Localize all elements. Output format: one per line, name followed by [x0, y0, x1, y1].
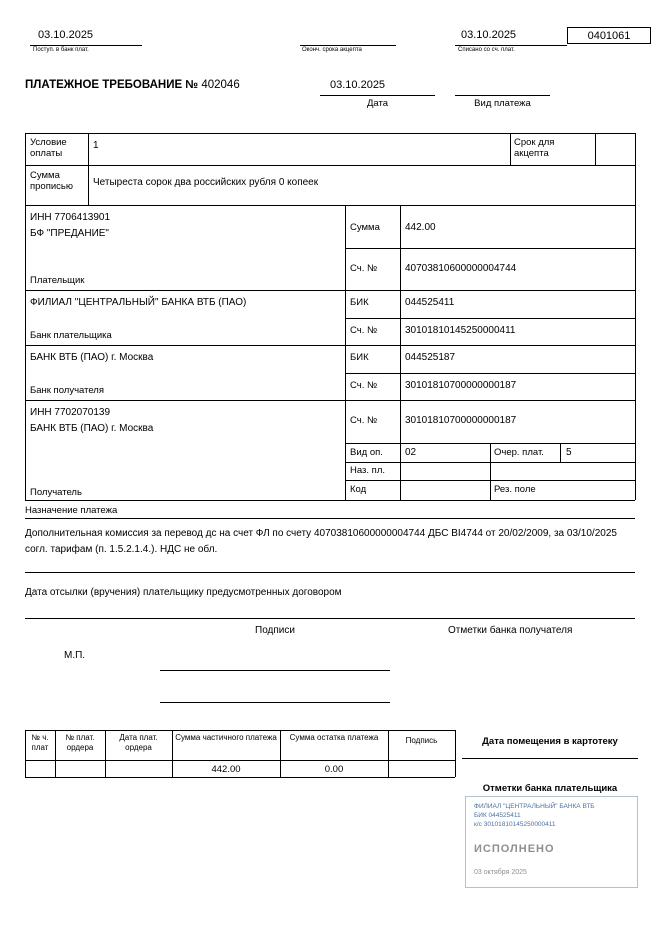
divider — [88, 133, 89, 205]
payer-name: БФ "ПРЕДАНИЕ" — [30, 228, 109, 239]
payer-bank-bik-value: 044525411 — [405, 297, 455, 308]
divider — [25, 205, 635, 206]
acceptance-term-label: Срок для акцепта — [514, 137, 555, 160]
purpose-text: Дополнительная комиссия за перевод дс на счет ФЛ по счету 40703810600000004744 ДБС BI4744 от 20/02/2009, за 03/10/2025 согл. тарифам (п. 1.5.2.1.4.). НДС не обл. — [25, 528, 617, 555]
divider — [560, 443, 561, 462]
partial-table-header: № плат. ордера — [65, 733, 95, 752]
purpose-label: Назначение платежа — [25, 505, 118, 516]
partial-table-header: Сумма частичного платежа — [175, 733, 277, 742]
divider — [595, 133, 596, 165]
card-file-label: Дата помещения в картотеку — [482, 736, 618, 747]
divider — [320, 95, 435, 96]
payer-bank-name: ФИЛИАЛ "ЦЕНТРАЛЬНЫЙ" БАНКА ВТБ (ПАО) — [30, 297, 247, 308]
divider — [30, 45, 142, 46]
payer-account-label: Сч. № — [350, 263, 378, 274]
amount-words-value: Четыреста сорок два российских рубля 0 копеек — [93, 177, 319, 188]
priority-value: 5 — [566, 447, 572, 458]
op-type-label: Вид оп. — [350, 447, 383, 458]
divider — [345, 318, 635, 319]
divider — [25, 518, 635, 519]
divider — [25, 618, 635, 619]
received-date-label: Поступ. в банк плат. — [33, 47, 89, 53]
payee-account-label: Сч. № — [350, 415, 378, 426]
payer-account-value: 40703810600000004744 — [405, 263, 517, 274]
document-title — [25, 79, 240, 93]
payee-inn: ИНН 7702070139 — [30, 407, 111, 418]
payee-label: Получатель — [30, 487, 82, 498]
priority-label: Очер. плат. — [494, 447, 544, 458]
divider — [455, 730, 456, 777]
acceptance-end-label: Оконч. срока акцепта — [302, 47, 362, 53]
divider — [300, 45, 396, 46]
divider — [25, 400, 635, 401]
delivery-note: Дата отсылки (вручения) плательщику предусмотренных договором — [25, 587, 342, 598]
divider — [25, 777, 455, 778]
amount-words-label: Сумма прописью — [30, 170, 73, 193]
payee-bank-marks-label: Отметки банка получателя — [448, 625, 573, 636]
signatures-label: Подписи — [255, 625, 295, 636]
document-number: 402046 — [201, 79, 240, 91]
received-date: 03.10.2025 — [38, 29, 94, 41]
partial-table-header: Дата плат. ордера — [119, 733, 158, 752]
divider — [25, 500, 635, 501]
payer-inn: ИНН 7706413901 — [30, 212, 111, 223]
reserve-field-label: Рез. поле — [494, 484, 536, 495]
divider — [635, 133, 636, 500]
partial-table-header: Подпись — [405, 736, 438, 745]
payee-bank-bik-label: БИК — [350, 352, 369, 363]
divider — [25, 760, 455, 761]
payer-label: Плательщик — [30, 275, 85, 286]
payee-bank-account-value: 30101810700000000187 — [405, 380, 517, 391]
divider — [25, 730, 455, 731]
payment-type-label: Вид платежа — [474, 98, 531, 109]
form-code: 0401061 — [587, 29, 631, 42]
divider — [25, 133, 26, 500]
divider — [490, 443, 491, 500]
signature-line — [160, 670, 390, 671]
divider — [345, 205, 346, 500]
seal-label: М.П. — [64, 650, 86, 661]
payee-bank-bik-value: 044525187 — [405, 352, 456, 363]
debited-date-label: Списано со сч. плат. — [458, 47, 515, 53]
divider — [345, 373, 635, 374]
divider — [462, 758, 638, 759]
divider — [345, 248, 635, 249]
document-title-label: ПЛАТЕЖНОЕ ТРЕБОВАНИЕ № — [25, 79, 199, 91]
divider — [455, 45, 567, 46]
partial-table-header: Сумма остатка платежа — [289, 733, 379, 742]
document-date: 03.10.2025 — [330, 79, 386, 91]
payer-bank-marks-label: Отметки банка плательщика — [482, 783, 618, 794]
document-date-label: Дата — [366, 98, 389, 109]
signature-line — [160, 702, 390, 703]
debited-date: 03.10.2025 — [461, 29, 517, 41]
divider — [510, 133, 511, 165]
partial-table-header: № ч. плат — [31, 733, 49, 752]
stamp-status: ИСПОЛНЕНО — [474, 843, 555, 856]
divider — [25, 290, 635, 291]
divider — [400, 205, 401, 500]
divider — [25, 345, 635, 346]
stamp-bik: БИК 044525411 — [474, 811, 521, 819]
divider — [25, 165, 635, 166]
sum-label: Сумма — [350, 222, 380, 233]
bank-execution-stamp — [465, 796, 638, 888]
payee-name: БАНК ВТБ (ПАО) г. Москва — [30, 423, 154, 434]
form-code-box — [567, 27, 651, 44]
payee-bank-account-label: Сч. № — [350, 380, 378, 391]
divider — [25, 133, 635, 134]
code-label: Код — [350, 484, 367, 495]
purpose-code-label: Наз. пл. — [350, 465, 385, 476]
payer-bank-label: Банк плательщика — [30, 330, 112, 341]
payment-condition-label: Условие оплаты — [30, 137, 67, 160]
remainder-sum-value: 0.00 — [324, 764, 344, 775]
payer-bank-account-value: 30101810145250000411 — [405, 325, 516, 336]
stamp-corr-account: к/с 30101810145250000411 — [474, 820, 556, 828]
payee-account-value: 30101810700000000187 — [405, 415, 517, 426]
payee-bank-name: БАНК ВТБ (ПАО) г. Москва — [30, 352, 154, 363]
payee-bank-label: Банк получателя — [30, 385, 104, 396]
payer-bank-bik-label: БИК — [350, 297, 369, 308]
stamp-date: 03 октября 2025 — [474, 869, 527, 877]
op-type-value: 02 — [405, 447, 417, 458]
payment-condition-value: 1 — [93, 140, 99, 151]
divider — [25, 572, 635, 573]
payer-bank-account-label: Сч. № — [350, 325, 378, 336]
divider — [455, 95, 550, 96]
stamp-bank-name: ФИЛИАЛ "ЦЕНТРАЛЬНЫЙ" БАНКА ВТБ — [474, 803, 595, 810]
partial-sum-value: 442.00 — [211, 764, 241, 775]
sum-value: 442.00 — [405, 222, 436, 233]
